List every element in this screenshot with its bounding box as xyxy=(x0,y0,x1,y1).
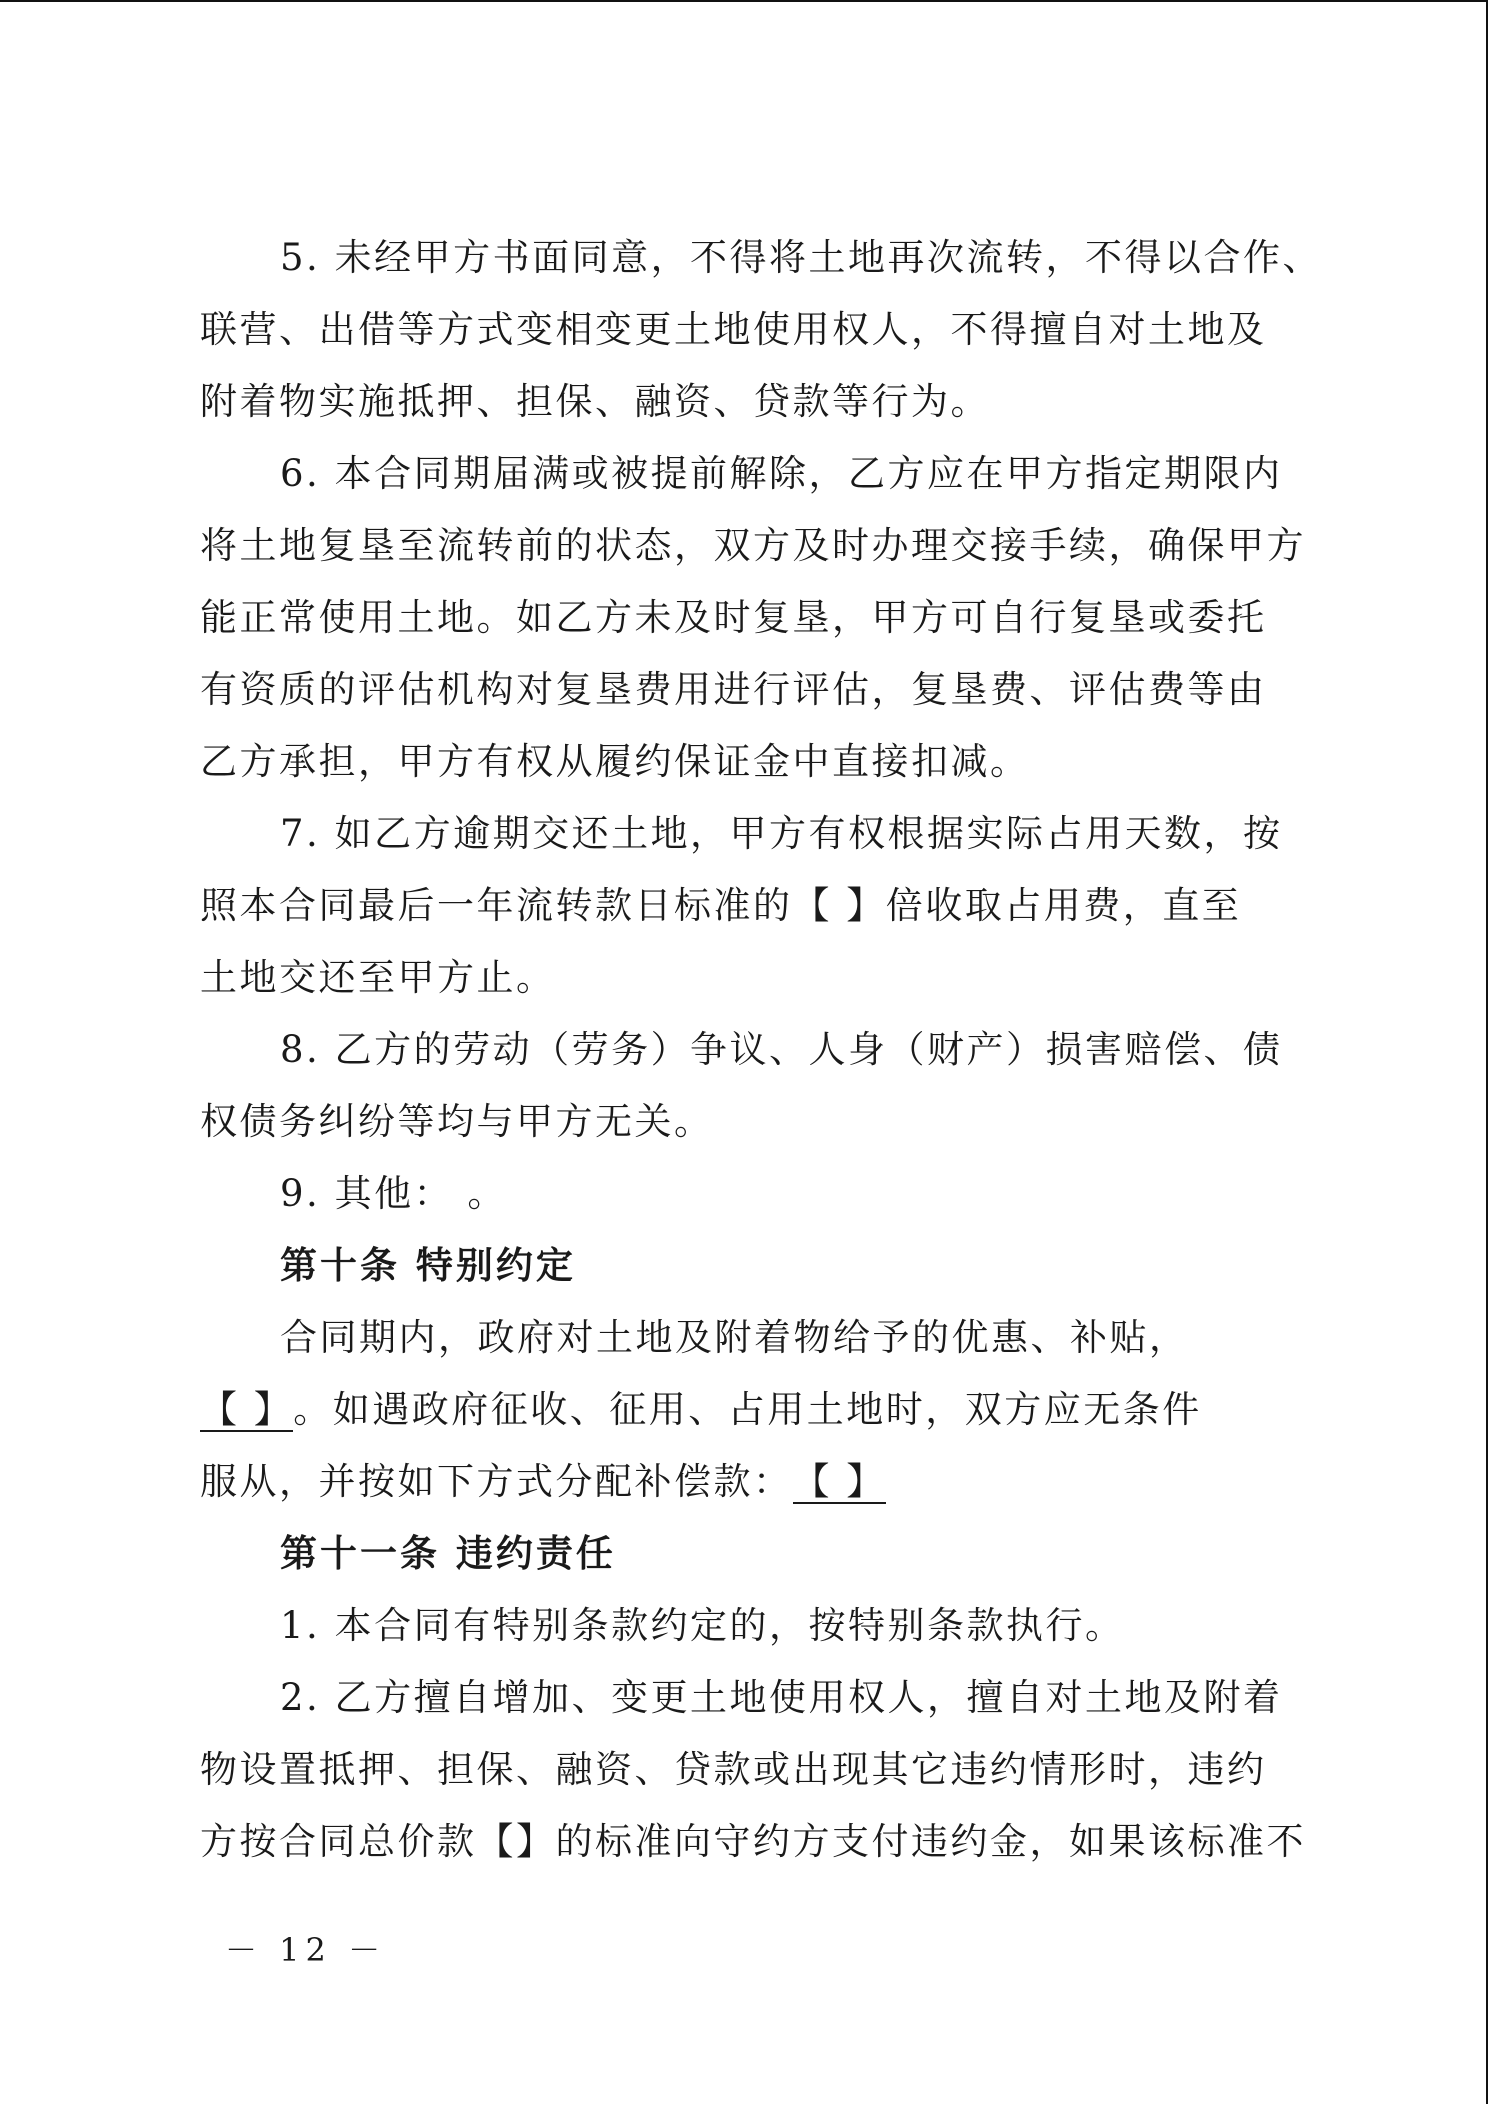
article-11-line-2: 2. 乙方擅自增加、变更土地使用权人，擅自对土地及附着 xyxy=(280,1676,1283,1719)
clause-9-6-line-3: 能正常使用土地。如乙方未及时复垦，甲方可自行复垦或委托 xyxy=(200,596,1267,639)
page-top-border xyxy=(0,0,1488,2)
clause-9-5-line-3: 附着物实施抵押、担保、融资、贷款等行为。 xyxy=(200,380,990,423)
clause-9-5-line-1: 5. 未经甲方书面同意，不得将土地再次流转，不得以合作、 xyxy=(280,236,1323,279)
page-number: － 12 － xyxy=(225,1931,387,1969)
clause-9-6-line-5: 乙方承担，甲方有权从履约保证金中直接扣减。 xyxy=(200,740,1030,783)
article-11-line-4: 方按合同总价款【】的标准向守约方支付违约金，如果该标准不 xyxy=(200,1820,1306,1863)
article-11-line-3: 物设置抵押、担保、融资、贷款或出现其它违约情形时，违约 xyxy=(200,1748,1267,1791)
article-10-heading: 第十条 特别约定 xyxy=(280,1244,576,1287)
subsidy-blank-field: 【 】 xyxy=(200,1388,294,1431)
clause-9-8-line-2: 权债务纠纷等均与甲方无关。 xyxy=(200,1100,714,1143)
clause-9-7-line-3: 土地交还至甲方止。 xyxy=(200,956,556,999)
clause-9-5-line-2: 联营、出借等方式变相变更土地使用权人，不得擅自对土地及 xyxy=(200,308,1267,351)
document-body xyxy=(200,222,1323,1878)
clause-9-6-line-4: 有资质的评估机构对复垦费用进行评估，复垦费、评估费等由 xyxy=(200,668,1267,711)
clause-9-7-line-1: 7. 如乙方逾期交还土地，甲方有权根据实际占用天数，按 xyxy=(280,812,1283,855)
clause-9-7-line-2: 照本合同最后一年流转款日标准的【 】倍收取占用费，直至 xyxy=(200,884,1242,927)
article-10-line-3 xyxy=(200,1446,1290,1518)
article-11-line-1: 1. 本合同有特别条款约定的，按特别条款执行。 xyxy=(280,1604,1125,1647)
clause-9-9-line: 9. 其他： 。 xyxy=(280,1172,507,1215)
clause-9-8-line-1: 8. 乙方的劳动（劳务）争议、人身（财产）损害赔偿、债 xyxy=(280,1028,1283,1071)
article-10-line-2 xyxy=(200,1374,1290,1446)
article-10-line-3-text: 服从，并按如下方式分配补偿款： xyxy=(200,1460,793,1503)
article-10-line-2-text: 。如遇政府征收、征用、占用土地时，双方应无条件 xyxy=(293,1388,1202,1431)
article-11-heading: 第十一条 违约责任 xyxy=(280,1532,616,1575)
clause-9-6-line-1: 6. 本合同期届满或被提前解除，乙方应在甲方指定期限内 xyxy=(280,452,1283,495)
clause-9-6-line-2: 将土地复垦至流转前的状态，双方及时办理交接手续，确保甲方 xyxy=(200,524,1306,567)
article-10-line-1: 合同期内，政府对土地及附着物给予的优惠、补贴， xyxy=(280,1316,1189,1359)
compensation-blank-field: 【 】 xyxy=(792,1460,886,1503)
